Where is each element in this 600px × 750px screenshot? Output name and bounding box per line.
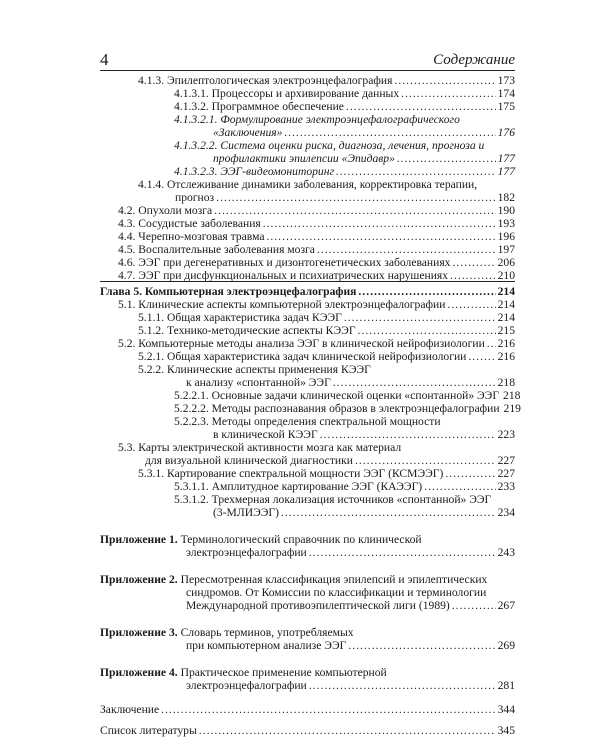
- appendix-label: Приложение 1.: [100, 533, 178, 546]
- page-number: 4: [100, 50, 109, 69]
- toc-entry[interactable]: прогноз ..... 182: [175, 191, 515, 204]
- toc-conclusion[interactable]: Заключение ..... 344: [100, 703, 515, 716]
- appendix-2-line2: синдромов. От Комиссии по классификации и терминологии: [186, 586, 487, 599]
- toc-entry[interactable]: 5.2.2.2. Методы распознавания образов в электроэнцефалографии 219: [174, 402, 521, 415]
- toc-entry[interactable]: 4.7. ЭЭГ при дисфункциональных и психиатрических нарушениях ..... 210: [118, 269, 515, 282]
- toc-entry[interactable]: 5.2.2.1. Основные задачи клинической оценки «спонтанной» ЭЭГ 218: [174, 389, 521, 402]
- toc-entry[interactable]: 4.2. Опухоли мозга ..... 190: [118, 204, 515, 217]
- toc-entry[interactable]: «Заключения» ..... 176: [213, 126, 515, 139]
- appendix-2-line1[interactable]: Приложение 2. Пересмотренная классификация эпилепсий и эпилептических: [100, 573, 488, 586]
- toc-entry[interactable]: профилактики эпилепсии «Эпидавр» ..... 177: [213, 152, 515, 165]
- toc-entry[interactable]: 4.1.3.2.3. ЭЭГ-видеомониторинг ..... 177: [174, 165, 515, 178]
- header-rule: [100, 70, 515, 71]
- toc-entry-line: 4.1.3.2.2. Система оценки риска, диагноза, лечения, прогноза и: [174, 139, 485, 152]
- appendix-2-line3[interactable]: Международной противоэпилептической лиги (1989) ..... 267: [186, 599, 515, 612]
- toc-entry[interactable]: в клинической КЭЭГ ..... 223: [213, 428, 515, 441]
- appendix-3-line2[interactable]: при компьютерном анализе ЭЭГ ..... 269: [186, 639, 515, 652]
- toc-entry[interactable]: (3-МЛИЭЭГ) ..... 234: [213, 506, 515, 519]
- toc-entry[interactable]: 5.1.2. Технико-методические аспекты КЭЭГ ..... 215: [138, 324, 515, 337]
- toc-references[interactable]: Список литературы ..... 345: [100, 724, 515, 737]
- toc-entry[interactable]: 4.1.3. Эпилептологическая электроэнцефалография ..... 173: [138, 74, 515, 87]
- toc-entry[interactable]: 5.2.1. Общая характеристика задач клинической нейрофизиологии ..... 216: [138, 350, 515, 363]
- toc-entry-line: 5.2.2. Клинические аспекты применения КЭЭГ: [138, 363, 371, 376]
- toc-chapter-entry[interactable]: Глава 5. Компьютерная электроэнцефалография ..... 214: [100, 285, 515, 298]
- toc-entry[interactable]: 5.2. Компьютерные методы анализа ЭЭГ в клинической нейрофизиологии ..... 216: [118, 337, 515, 350]
- appendix-label: Приложение 2.: [100, 573, 178, 586]
- toc-entry-line: 5.3. Карты электрической активности мозга как материал: [118, 441, 402, 454]
- appendix-1-line2[interactable]: электроэнцефалографии ..... 243: [186, 546, 515, 559]
- toc-entry[interactable]: 4.4. Черепно-мозговая травма ..... 196: [118, 230, 515, 243]
- appendix-3-line1[interactable]: Приложение 3. Словарь терминов, употребляемых: [100, 626, 354, 639]
- toc-entry[interactable]: 5.3.1. Картирование спектральной мощности ЭЭГ (КСМЭЭГ) ..... 227: [138, 467, 515, 480]
- toc-entry-line: 5.3.1.2. Трехмерная локализация источников «спонтанной» ЭЭГ: [174, 493, 492, 506]
- appendix-label: Приложение 3.: [100, 626, 178, 639]
- toc-entry-line: 4.1.3.2.1. Формулирование электроэнцефалографического: [174, 113, 460, 126]
- toc-entry[interactable]: 5.3.1.1. Амплитудное картирование ЭЭГ (КАЭЭГ) ..... 233: [174, 480, 515, 493]
- toc-entry-line: 5.2.2.3. Методы определения спектральной мощности: [174, 415, 441, 428]
- toc-entry[interactable]: 5.1. Клинические аспекты компьютерной электроэнцефалографии ..... 214: [118, 298, 515, 311]
- appendix-1-line1[interactable]: Приложение 1. Терминологический справочник по клинической: [100, 533, 422, 546]
- toc-entry[interactable]: к анализу «спонтанной» ЭЭГ ..... 218: [186, 376, 515, 389]
- appendix-label: Приложение 4.: [100, 666, 178, 679]
- toc-entry-line: 4.1.4. Отслеживание динамики заболевания, корректировка терапии,: [138, 178, 478, 191]
- toc-entry[interactable]: для визуальной клинической диагностики ..... 227: [145, 454, 515, 467]
- running-header-title: Содержание: [433, 52, 515, 68]
- section-rule: [100, 281, 515, 282]
- appendix-4-line2[interactable]: электроэнцефалографии ..... 281: [186, 679, 515, 692]
- toc-entry[interactable]: 4.6. ЭЭГ при дегенеративных и дизонтогенетических заболеваниях ..... 206: [118, 256, 515, 269]
- appendix-4-line1[interactable]: Приложение 4. Практическое применение компьютерной: [100, 666, 387, 679]
- toc-entry[interactable]: 4.5. Воспалительные заболевания мозга ..... 197: [118, 243, 515, 256]
- toc-entry[interactable]: 4.1.3.2. Программное обеспечение ..... 175: [174, 100, 515, 113]
- toc-entry[interactable]: 4.3. Сосудистые заболевания ..... 193: [118, 217, 515, 230]
- toc-entry[interactable]: 5.1.1. Общая характеристика задач КЭЭГ ..... 214: [138, 311, 515, 324]
- toc-entry[interactable]: 4.1.3.1. Процессоры и архивирование данных ..... 174: [174, 87, 515, 100]
